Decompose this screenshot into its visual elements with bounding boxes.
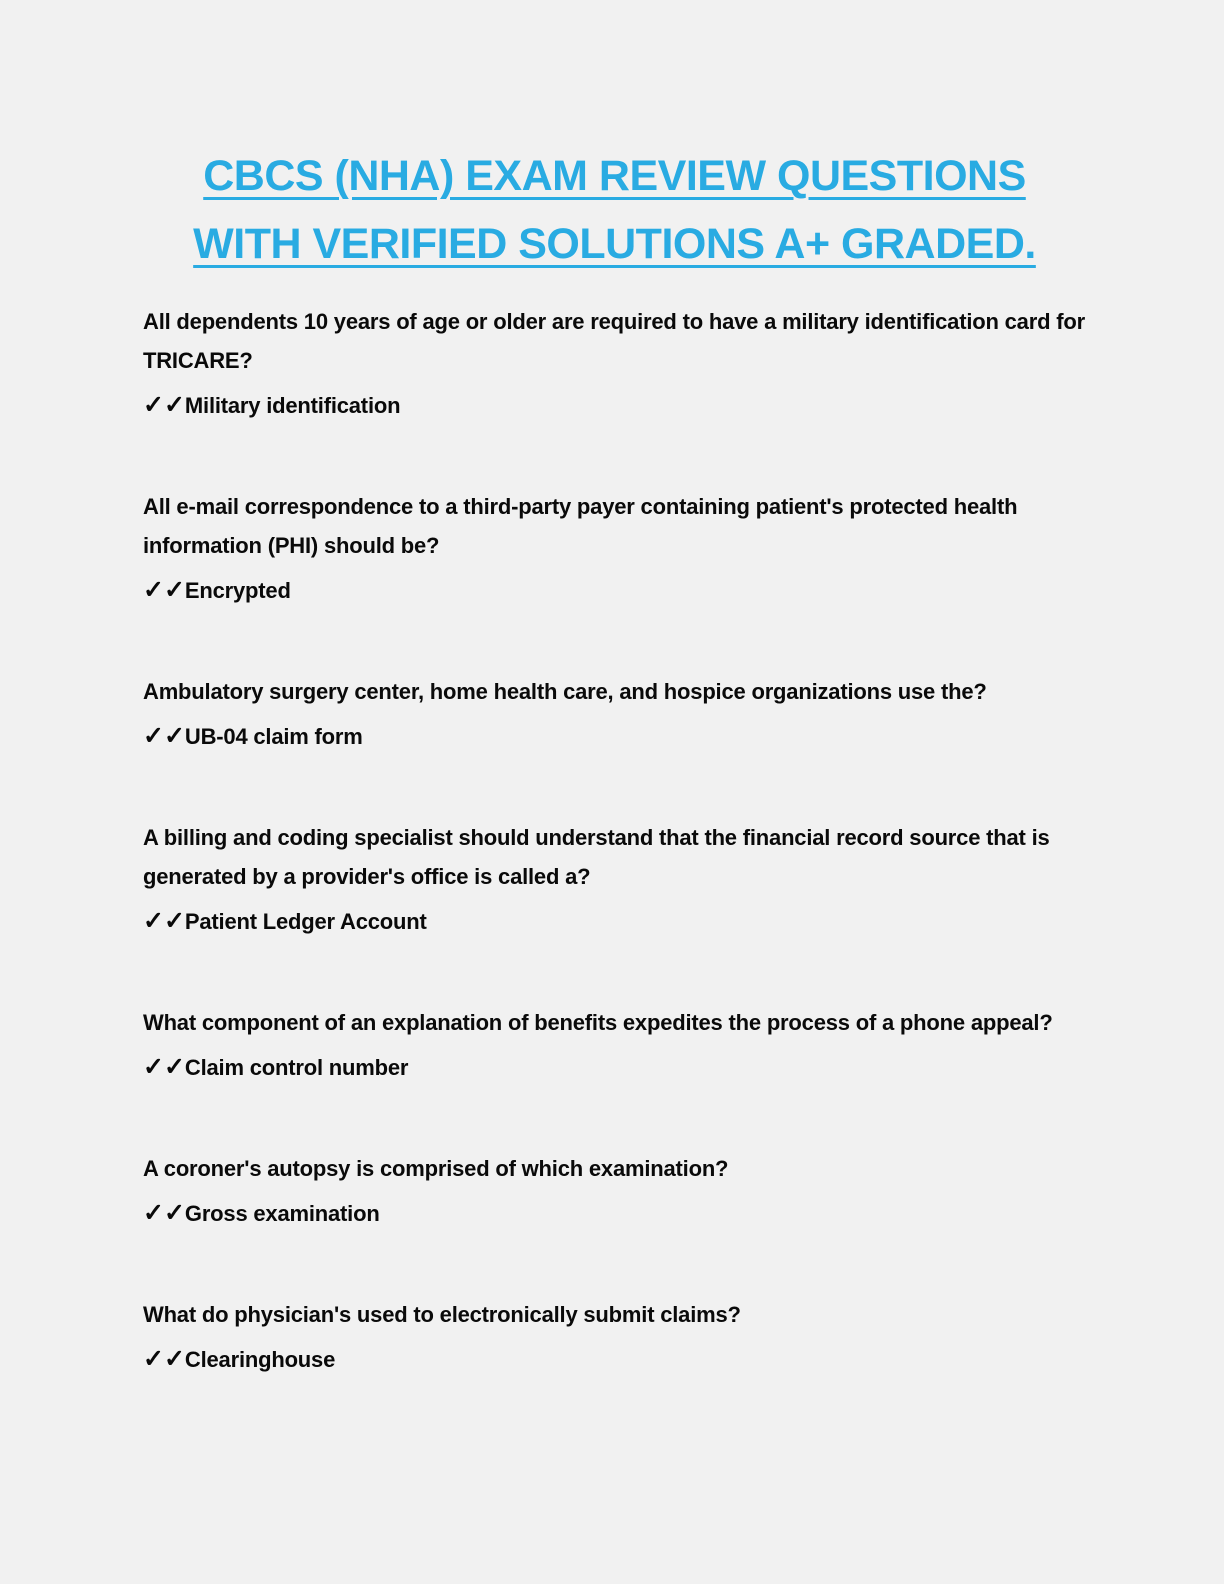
double-checkmark-icon: ✓✓ bbox=[143, 907, 185, 935]
answer-line bbox=[143, 1340, 1086, 1379]
double-checkmark-icon: ✓✓ bbox=[143, 1345, 185, 1373]
answer-text: Claim control number bbox=[184, 1055, 409, 1080]
qa-block bbox=[143, 1003, 1086, 1087]
question-text: A billing and coding specialist should understand that the financial record source that is generated by a provider's office is called a? bbox=[143, 825, 1050, 889]
answer-line bbox=[143, 902, 1086, 941]
answer-text: Encrypted bbox=[184, 578, 291, 603]
double-checkmark-icon: ✓✓ bbox=[143, 1199, 185, 1227]
answer-line bbox=[143, 717, 1086, 756]
answer-text: Patient Ledger Account bbox=[184, 909, 427, 934]
answer-text: Clearinghouse bbox=[184, 1347, 336, 1372]
question-text: All e-mail correspondence to a third-party payer containing patient's protected health information (PHI) should be? bbox=[143, 494, 1018, 558]
answer-text: Military identification bbox=[184, 393, 401, 418]
answer-text: UB-04 claim form bbox=[184, 724, 363, 749]
double-checkmark-icon: ✓✓ bbox=[143, 576, 185, 604]
answer-line bbox=[143, 571, 1086, 610]
page-title bbox=[143, 142, 1086, 278]
question-text: What component of an explanation of benefits expedites the process of a phone appeal? bbox=[143, 1010, 1053, 1035]
double-checkmark-icon: ✓✓ bbox=[143, 1053, 185, 1081]
qa-block bbox=[143, 487, 1086, 610]
answer-line bbox=[143, 386, 1086, 425]
answer-line bbox=[143, 1194, 1086, 1233]
question-text: A coroner's autopsy is comprised of which examination? bbox=[143, 1156, 729, 1181]
qa-block bbox=[143, 818, 1086, 941]
question-text: What do physician's used to electronically submit claims? bbox=[143, 1302, 741, 1327]
qa-list bbox=[143, 302, 1086, 1379]
qa-block bbox=[143, 302, 1086, 425]
page-title-line-2: WITH VERIFIED SOLUTIONS A+ GRADED. bbox=[193, 220, 1036, 268]
page-title-line-1: CBCS (NHA) EXAM REVIEW QUESTIONS bbox=[203, 152, 1026, 200]
double-checkmark-icon: ✓✓ bbox=[143, 722, 185, 750]
qa-block bbox=[143, 672, 1086, 756]
double-checkmark-icon: ✓✓ bbox=[143, 391, 185, 419]
question-text: All dependents 10 years of age or older are required to have a military identification card for TRICARE? bbox=[143, 309, 1085, 373]
question-text: Ambulatory surgery center, home health care, and hospice organizations use the? bbox=[143, 679, 987, 704]
qa-block bbox=[143, 1295, 1086, 1379]
qa-block bbox=[143, 1149, 1086, 1233]
answer-line bbox=[143, 1048, 1086, 1087]
answer-text: Gross examination bbox=[184, 1201, 380, 1226]
